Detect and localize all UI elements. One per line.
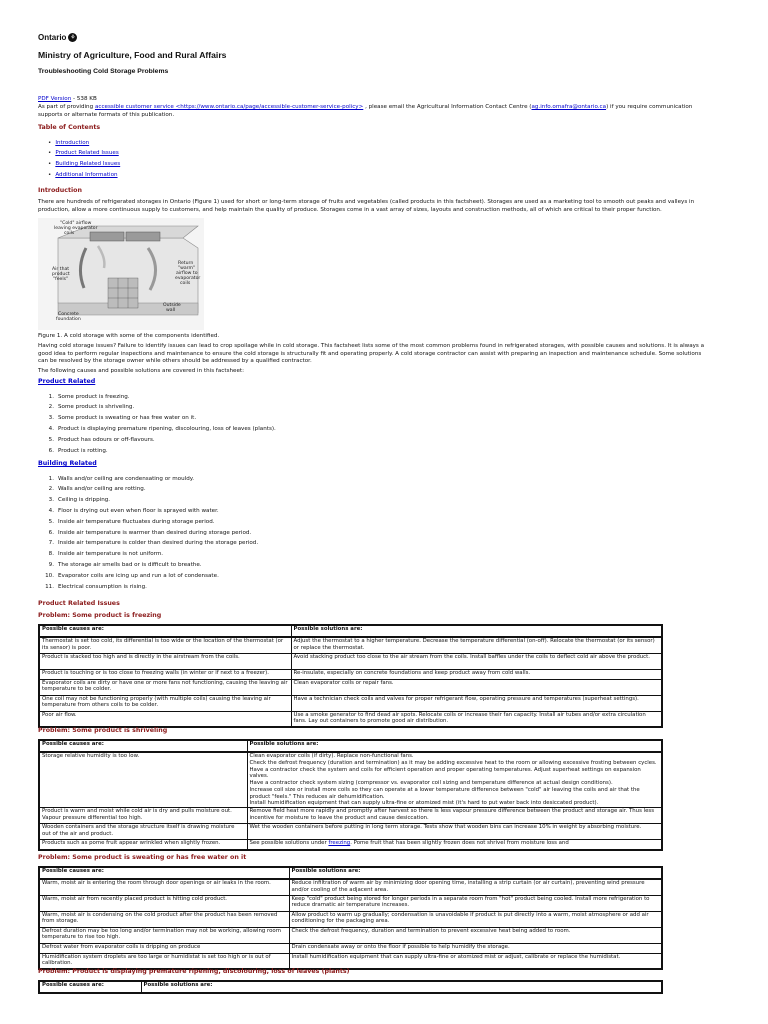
label-cold-airflow: "Cold" airflow — [60, 221, 92, 226]
solution-cell: Check the defrost frequency, duration and termination to prevent excessive heat being added to room. — [289, 927, 662, 943]
table-row — [39, 679, 662, 695]
list-item-text: Product is rotting. — [58, 447, 108, 454]
cell-text: . Pome fruit that has been slightly frozen does not shrivel from moisture loss and — [350, 840, 569, 846]
table-row — [39, 653, 662, 669]
product-related-heading[interactable]: Product Related — [38, 378, 96, 385]
cause-cell: Defrost duration may be too long and/or termination may not be working, allowing room temperature to rise too high. — [39, 927, 289, 943]
product-issues-heading: Product Related Issues — [38, 600, 120, 607]
toc-heading: Table of Contents — [38, 124, 101, 131]
label-foundation-2: foundation — [56, 317, 81, 322]
list-item: 11. Electrical consumption is rising. — [45, 583, 147, 590]
intro-line: production, allow a more continuous supply to customers, and help maintain the quality of produce. Storages come in a vast array of sizes, layouts and construction methods, all of which are critical to their proper function. — [38, 206, 662, 213]
solution-cell: Use a smoke generator to find dead air spots. Relocate coils or increase their fan capacity. Install air tubes and/or extra circulation fans. Lay out containers to promote good air distribution. — [291, 711, 662, 727]
cause-cell: Thermostat is set too cold, its differential is too wide or the location of the thermostat (or its sensor) is poor. — [39, 637, 291, 653]
list-item: 8. Inside air temperature is not uniform. — [48, 551, 164, 558]
table-row — [39, 669, 662, 679]
introduction-heading: Introduction — [38, 187, 82, 194]
cause-cell: Warm, moist air is condensing on the cold product after the product has been removed from storage. — [39, 911, 289, 927]
list-item: 2. Some product is shriveling. — [48, 404, 135, 411]
list-item-text: The storage air smells bad or is difficult to breathe. — [58, 561, 202, 568]
note-text: ) if you require communication — [606, 104, 693, 110]
ontario-logo[interactable] — [38, 32, 77, 43]
causes-header: Possible causes are: — [39, 625, 291, 637]
accessible-service-link[interactable]: accessible customer service <https://www.ontario.ca/page/accessible-customer-service-policy> — [94, 104, 364, 110]
cause-cell: Warm, moist air from recently placed product is hitting cold product. — [39, 895, 289, 911]
label-return: Return — [178, 261, 194, 266]
cold-storage-diagram — [38, 218, 204, 330]
cause-cell: Product is warm and moist while cold air is dry and pulls moisture out. Vapour pressure differential too high. — [39, 808, 247, 824]
cause-cell: Defrost water from evaporator coils is dripping on produce — [39, 943, 289, 953]
building-related-heading[interactable]: Building Related — [38, 460, 97, 467]
body-line: can be resolved by the storage owner while others should be addressed by a qualified contractor. — [38, 358, 312, 365]
list-item-text: Floor is drying out even when floor is sprayed with water. — [58, 507, 219, 514]
toc-link-product-issues[interactable]: • Product Related Issues — [55, 150, 119, 157]
list-item-text: Inside air temperature is warmer than desired during storage period. — [58, 529, 252, 536]
solution-cell — [247, 840, 662, 850]
problem-shriveling-heading: Problem: Some product is shriveling — [38, 727, 168, 734]
label-cold-airflow-2: leaving evaporator — [54, 226, 98, 231]
cause-cell: Humidification system droplets are too large or humidistat is set too high or is out of calibration. — [39, 953, 289, 969]
table-row — [39, 824, 662, 840]
cause-cell: Wooden containers and the storage structure itself is drawing moisture out of the air and product. — [39, 824, 247, 840]
list-item: 2. Walls and/or ceiling are rotting. — [48, 486, 146, 493]
table-row — [39, 637, 662, 653]
toc-link-building-issues[interactable]: • Building Related Issues — [55, 161, 121, 168]
list-item-text: Walls and/or ceiling are rotting. — [58, 486, 146, 493]
cause-cell: Evaporator coils are dirty or have one or more fans not functioning, causing the leaving air temperature to be colder. — [39, 679, 291, 695]
list-item: 10. Evaporator coils are icing up and run a lot of condensate. — [45, 572, 219, 579]
solutions-header: Possible solutions are: — [289, 867, 662, 879]
solutions-header: Possible solutions are: — [141, 981, 662, 993]
table-row — [39, 752, 662, 808]
cause-cell: Storage relative humidity is too low. — [39, 752, 247, 808]
list-item-text: Inside air temperature fluctuates during storage period. — [58, 518, 215, 525]
page-title: Troubleshooting Cold Storage Problems — [38, 68, 169, 75]
list-item: 6. Inside air temperature is warmer than desired during storage period. — [48, 529, 252, 536]
table-row — [39, 927, 662, 943]
list-item-text: Product is displaying premature ripening, discolouring, loss of leaves (plants). — [58, 425, 276, 432]
label-cold-airflow-3: coils — [64, 231, 75, 236]
list-item-text: Product has odours or off-flavours. — [58, 436, 155, 443]
label-return-3: airflow to — [176, 271, 198, 276]
cause-cell: One coil may not be functioning properly (with multiple coils) causing the leaving air temperature from others coils to be colder. — [39, 695, 291, 711]
accessibility-note — [38, 104, 728, 119]
note-text: As part of providing — [38, 104, 95, 110]
toc-item[interactable] — [48, 149, 120, 160]
logo-text: Ontario — [38, 33, 67, 42]
list-item: 5. Product has odours or off-flavours. — [48, 436, 155, 443]
table-row — [39, 943, 662, 953]
causes-header: Possible causes are: — [39, 981, 141, 993]
solutions-header: Possible solutions are: — [291, 625, 662, 637]
list-item-text: Some product is shriveling. — [58, 404, 135, 411]
problem-ripening-heading: Problem: Product is displaying premature ripening, discolouring, loss of leaves (plants) — [38, 968, 350, 975]
table-row — [39, 840, 662, 850]
toc-item[interactable] — [48, 160, 120, 171]
shriveling-table — [38, 739, 663, 851]
list-item: 1. Some product is freezing. — [48, 393, 130, 400]
label-air-feels-2: product — [52, 272, 70, 277]
ripening-table — [38, 980, 663, 994]
list-item: 9. The storage air smells bad or is difficult to breathe. — [48, 561, 202, 568]
trillium-icon: ⚘ — [70, 34, 76, 42]
table-row — [39, 953, 662, 969]
body-paragraph — [38, 343, 728, 366]
label-air-feels-3: "feels" — [53, 277, 69, 282]
cause-cell: Warm, moist air is entering the room through door openings or air leaks in the room. — [39, 879, 289, 895]
cause-cell: Poor air flow. — [39, 711, 291, 727]
list-item: 1. Walls and/or ceiling are condensating or mouldy. — [48, 475, 195, 482]
label-return-4: evaporator — [175, 276, 201, 281]
table-header-row — [39, 625, 662, 637]
solution-cell: Clean evaporator coils or repair fans. — [291, 679, 662, 695]
email-link[interactable]: ag.info.omafra@ontario.ca — [531, 104, 607, 110]
list-item: 3. Ceiling is dripping. — [48, 497, 111, 504]
solution-cell: Reduce infiltration of warm air by minimizing door opening time, installing a strip curtain (or air curtain), preventing wind pressure and/or cooling of the adjacent area. — [289, 879, 662, 895]
note-text: supports or alternate formats of this publication. — [38, 111, 175, 118]
label-return-2: "warm" — [178, 266, 196, 271]
list-item: 5. Inside air temperature fluctuates during storage period. — [48, 518, 215, 525]
list-item-text: Evaporator coils are icing up and run a lot of condensate. — [58, 572, 219, 579]
toc-link-introduction[interactable]: • Introduction — [55, 139, 90, 146]
table-header-row — [39, 981, 662, 993]
solution-cell: Drain condensate away or onto the floor if possible to help humidify the storage. — [289, 943, 662, 953]
causes-header: Possible causes are: — [39, 867, 289, 879]
list-item-text: Ceiling is dripping. — [58, 497, 111, 504]
note-text: , please email the Agricultural Information Contact Centre ( — [363, 104, 532, 110]
toc-link-additional-info[interactable]: • Additional Information — [55, 171, 118, 178]
label-air-feels: Air that — [52, 267, 70, 272]
cause-cell: Products such as pome fruit appear wrinkled when slightly frozen. — [39, 840, 247, 850]
table-header-row — [39, 740, 662, 752]
building-related-list — [38, 474, 258, 593]
cause-cell: Product is touching or is too close to freezing walls (in winter or if next to a freezer). — [39, 669, 291, 679]
pdf-size: - 538 KB — [71, 96, 97, 102]
table-row — [39, 879, 662, 895]
table-header-row — [39, 867, 662, 879]
ministry-title: Ministry of Agriculture, Food and Rural Affairs — [38, 50, 227, 60]
list-item: 7. Inside air temperature is colder than desired during the storage period. — [48, 540, 259, 547]
list-item-text: Some product is sweating or has free water on it. — [58, 415, 197, 422]
toc-list — [48, 138, 120, 181]
solution-cell: Wet the wooden containers before putting in long term storage. Tests show that wooden bins can increase 10% in weight by absorbing moisture. — [247, 824, 662, 840]
table-row — [39, 711, 662, 727]
sweating-table — [38, 866, 663, 970]
freezing-table — [38, 624, 663, 728]
cell-text: See possible solutions under — [249, 840, 329, 846]
problem-freezing-heading: Problem: Some product is freezing — [38, 612, 162, 619]
figure-caption: Figure 1. A cold storage with some of the components identified. — [38, 333, 220, 339]
list-item: 4. Floor is drying out even when floor is sprayed with water. — [48, 507, 219, 514]
list-item-text: Some product is freezing. — [58, 393, 130, 400]
list-item-text: Walls and/or ceiling are condensating or mouldy. — [58, 475, 195, 482]
toc-item[interactable] — [48, 170, 120, 181]
label-return-5: coils — [180, 281, 191, 286]
list-item-text: Electrical consumption is rising. — [58, 583, 147, 590]
body-line: good idea to perform regular inspections and maintenance to ensure the cold storage is structurally fit and operating properly. A cold storage contractor can assist with preparing an inspection and maintenance schedule. Some solutions — [38, 350, 702, 357]
toc-item[interactable] — [48, 138, 120, 149]
list-item-text: Inside air temperature is not uniform. — [58, 551, 164, 558]
solution-cell: Clean evaporator coils (if dirty). Replace non-functional fans. Check the defrost frequency (duration and termination) as it may be adding excessive heat to the room or allowing excessive frosting between cycles. Have a contractor check the system and coils for efficient operation and proper operating temperatures. Adjust superheat settings on expansion valves. Have a contractor check system sizing (compressor vs. evaporator coil sizing and temperature difference at actual design conditions). Increase coil size or install more coils so they can operate at a lower temperature difference between "cold" air leaving the coils and air that the product "feels." This reduces air dehumidification. Install humidification equipment that can supply ultra-fine or atomized mist (it's hard to put water back into desiccated product). — [247, 752, 662, 808]
product-related-list — [38, 392, 276, 457]
body-paragraph-2: The following causes and possible solutions are covered in this factsheet: — [38, 368, 244, 374]
table-row — [39, 911, 662, 927]
problem-sweating-heading: Problem: Some product is sweating or has free water on it — [38, 854, 247, 861]
solution-cell: Avoid stacking product too close to the air stream from the coils. Install baffles under the coils to deflect cold air above the product. — [291, 653, 662, 669]
list-item: 3. Some product is sweating or has free water on it. — [48, 415, 197, 422]
cause-cell: Product is stacked too high and is directly in the airstream from the coils. — [39, 653, 291, 669]
solution-cell: Re-insulate, especially on concrete foundations and keep product away from cold walls. — [291, 669, 662, 679]
solution-cell: Remove field heat more rapidly and promptly after harvest so there is less vapour pressure difference between the product and storage air. Thus less incentive for moisture to leave the product and cause desiccation. — [247, 808, 662, 824]
solution-cell: Have a technician check coils and valves for proper refrigerant flow, operating pressure and temperatures (superheat settings). — [291, 695, 662, 711]
body-line: Having cold storage issues? Failure to identify issues can lead to crop spoilage while in cold storage. This factsheet lists some of the most common problems found in refrigerated storages, with possible causes and solutions. It is always a — [38, 343, 705, 349]
solution-cell: Keep "cold" product being stored for longer periods in a separate room from "hot" product being cooled. Install more refrigeration to reduce dramatic air temperature increases. — [289, 895, 662, 911]
list-item: 4. Product is displaying premature ripening, discolouring, loss of leaves (plants). — [48, 425, 276, 432]
introduction-text — [38, 199, 728, 214]
pdf-version-link[interactable]: PDF Version — [38, 96, 72, 102]
solution-cell: Install humidification equipment that can supply ultra-fine or atomized mist or adjust, calibrate or replace the humidistat. — [289, 953, 662, 969]
intro-line: There are hundreds of refrigerated storages in Ontario (Figure 1) used for short or long-term storage of fruits and vegetables (called products in this factsheet). Storages are used as a marketing tool to smooth out peaks and valleys in — [38, 199, 695, 205]
table-row — [39, 895, 662, 911]
causes-header: Possible causes are: — [39, 740, 247, 752]
cold-storage-figure — [38, 218, 204, 330]
table-row — [39, 808, 662, 824]
label-outside-wall: Outside — [163, 303, 181, 308]
label-outside-wall-2: wall — [166, 308, 176, 313]
solutions-header: Possible solutions are: — [247, 740, 662, 752]
pdf-line — [38, 96, 97, 104]
label-foundation: Concrete — [58, 312, 79, 317]
table-row — [39, 695, 662, 711]
solution-cell: Adjust the thermostat to a higher temperature. Decrease the temperature differential (on-off). Relocate the thermostat (or its sensor) or replace the thermostat. — [291, 637, 662, 653]
list-item: 6. Product is rotting. — [48, 447, 108, 454]
list-item-text: Inside air temperature is colder than desired during the storage period. — [58, 540, 259, 547]
solution-cell: Allow product to warm up gradually; condensation is unavoidable if product is put directly into a warm, moist atmosphere or add air conditioning for the packaging area. — [289, 911, 662, 927]
inline-link[interactable]: freezing — [328, 840, 351, 846]
